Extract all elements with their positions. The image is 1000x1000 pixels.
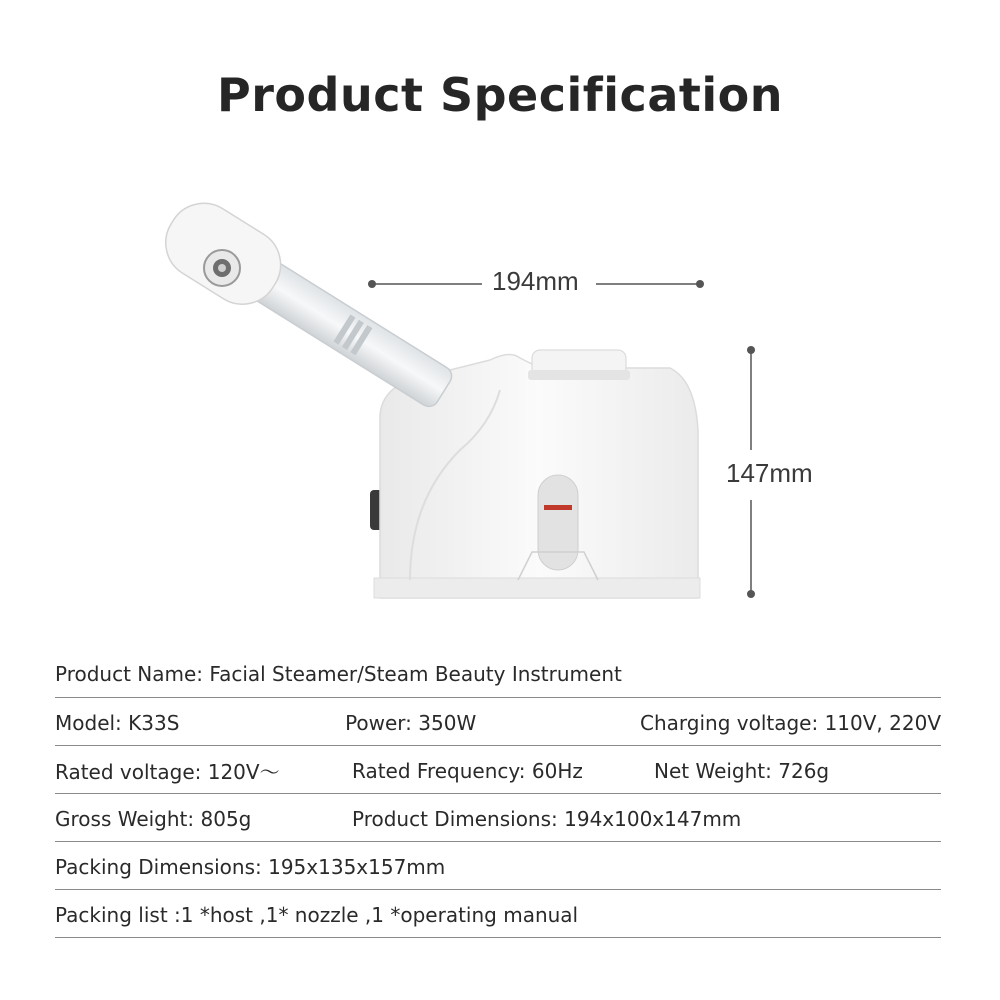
product-figure (160, 200, 860, 620)
spec-row-packing (55, 842, 941, 890)
facial-steamer-icon (160, 200, 860, 620)
spec-row-voltage (55, 746, 941, 794)
spec-row-weight (55, 794, 941, 842)
spec-charging-voltage: Charging voltage: 110V, 220V (640, 710, 941, 735)
page-title: Product Specification (217, 68, 783, 122)
spec-model: Model: K33S (55, 710, 180, 735)
spec-row-name (55, 648, 941, 698)
spec-rated-frequency: Rated Frequency: 60Hz (352, 758, 583, 783)
spec-packing-dimensions: Packing Dimensions: 195x135x157mm (55, 854, 446, 879)
max-mark (544, 505, 572, 510)
width-dim-end (696, 280, 704, 288)
spec-gross-weight: Gross Weight: 805g (55, 806, 252, 831)
spec-power: Power: 350W (345, 710, 477, 735)
water-level-window (538, 475, 578, 570)
spec-product-name: Product Name: Facial Steamer/Steam Beauty Instrument (55, 661, 622, 686)
height-dim-end (747, 590, 755, 598)
height-dimension-label: 147mm (726, 458, 813, 488)
spec-product-dimensions: Product Dimensions: 194x100x147mm (352, 806, 742, 831)
spec-row-packing-list (55, 890, 941, 938)
spec-packing-list: Packing list :1 *host ,1* nozzle ,1 *operating manual (55, 902, 579, 927)
steamer-base (374, 578, 700, 598)
width-dimension-label: 194mm (492, 266, 579, 296)
spec-net-weight: Net Weight: 726g (654, 758, 830, 783)
spec-rated-voltage: Rated voltage: 120V〜 (55, 760, 280, 784)
spec-table (55, 648, 941, 938)
spec-row-model (55, 698, 941, 746)
